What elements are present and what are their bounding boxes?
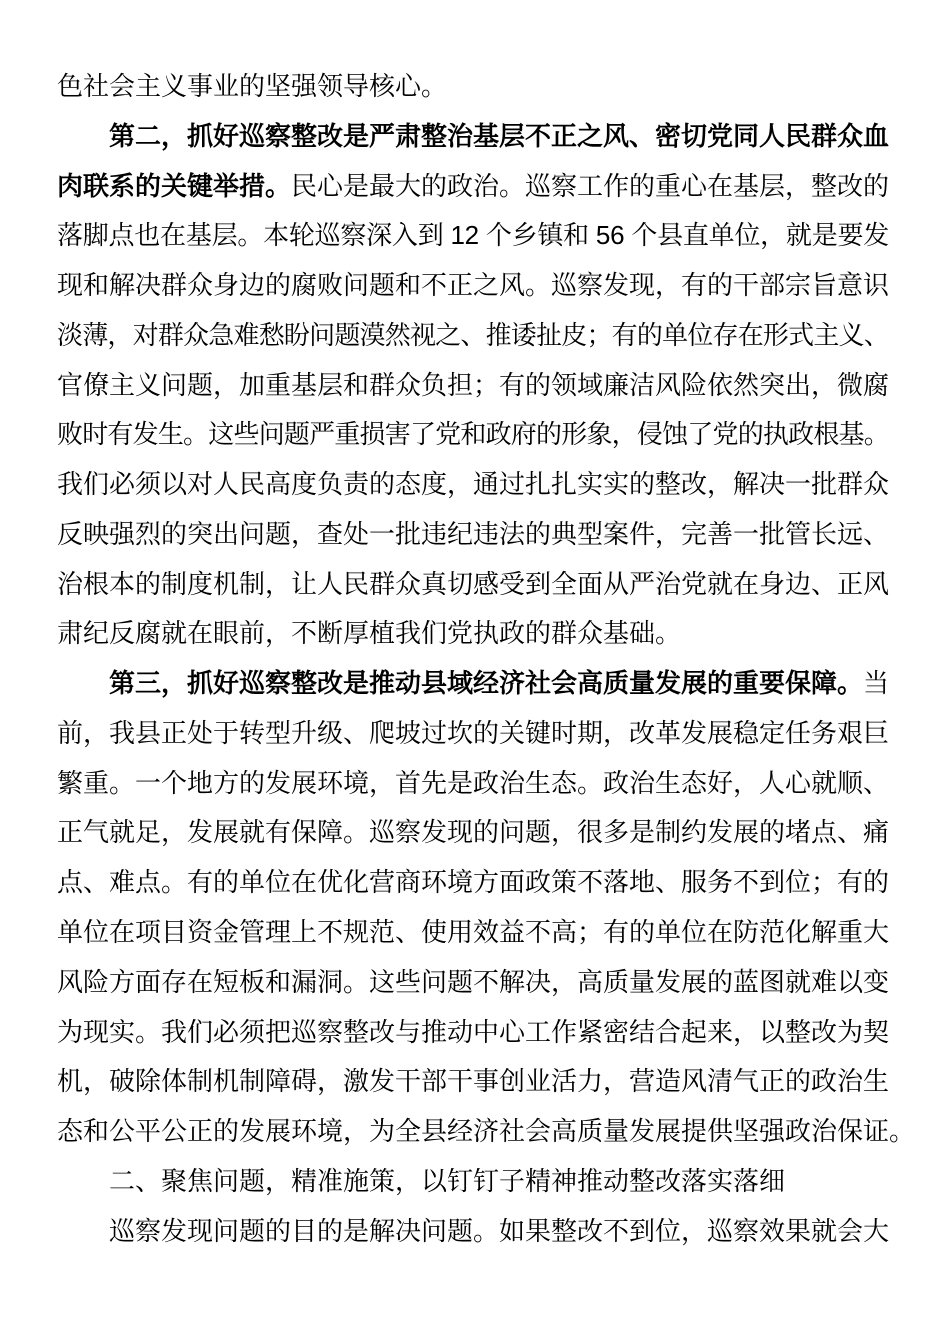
text-line — [57, 759, 889, 809]
text-run: 民心是最大的政治。巡察工作的重心在基层，整改的 — [291, 170, 890, 201]
text-run: 败时有发生。这些问题严重损害了党和政府的形象，侵蚀了党的执政根基。 — [57, 419, 889, 450]
text-line — [57, 211, 889, 261]
para-continuation — [57, 62, 889, 112]
text-run: 正气就足，发展就有保障。巡察发现的问题，很多是制约发展的堵点、痛 — [57, 817, 890, 848]
text-run: 机，破除体制机制障碍，激发干部干事创业活力，营造风清气正的政治生 — [57, 1066, 890, 1097]
text-run: 为现实。我们必须把巡察整改与推动中心工作紧密结合起来，以整改为契 — [57, 1016, 890, 1047]
text-run: 当 — [863, 668, 890, 699]
text-run: 巡察发现问题的目的是解决问题。如果整改不到位，巡察效果就会大 — [109, 1215, 890, 1246]
bold-text-run: 肉联系的关键举措。 — [57, 170, 292, 201]
text-line — [57, 908, 889, 958]
text-line — [57, 808, 889, 858]
text-run: 二、聚焦问题，精准施策，以钉钉子精神推动整改落实落细 — [109, 1165, 786, 1196]
text-line — [57, 1207, 889, 1257]
text-line — [57, 1057, 889, 1107]
text-line — [57, 560, 889, 610]
text-line — [57, 460, 889, 510]
text-line — [57, 311, 889, 361]
text-line — [57, 361, 889, 411]
text-line — [57, 510, 889, 560]
text-line — [57, 1008, 889, 1058]
text-run: 肃纪反腐就在眼前，不断厚植我们党执政的群众基础。 — [57, 618, 682, 649]
text-line — [57, 1157, 889, 1207]
text-run: 落脚点也在基层。本轮巡察深入到 12 个乡镇和 56 个县直单位，就是要发 — [57, 220, 889, 251]
text-line — [57, 659, 889, 709]
para-point-two — [57, 112, 889, 659]
text-run: 现和解决群众身边的腐败问题和不正之风。巡察发现，有的干部宗旨意识 — [57, 270, 890, 301]
para-section-two-body — [57, 1207, 889, 1257]
text-line — [57, 709, 889, 759]
text-run: 风险方面存在短板和漏洞。这些问题不解决，高质量发展的蓝图就难以变 — [57, 966, 890, 997]
text-run: 态和公平公正的发展环境，为全县经济社会高质量发展提供坚强政治保证。 — [57, 1116, 916, 1147]
text-line — [57, 112, 889, 162]
text-line — [57, 958, 889, 1008]
text-run: 点、难点。有的单位在优化营商环境方面政策不落地、服务不到位；有的 — [57, 867, 890, 898]
text-line — [57, 62, 889, 112]
text-run: 治根本的制度机制，让人民群众真切感受到全面从严治党就在身边、正风 — [57, 568, 890, 599]
para-point-three — [57, 659, 916, 1157]
text-line — [57, 858, 889, 908]
text-run: 我们必须以对人民高度负责的态度，通过扎扎实实的整改，解决一批群众 — [57, 469, 890, 500]
text-run: 单位在项目资金管理上不规范、使用效益不高；有的单位在防范化解重大 — [57, 917, 890, 948]
text-run: 色社会主义事业的坚强领导核心。 — [57, 71, 448, 101]
text-line — [57, 609, 889, 659]
text-run: 官僚主义问题，加重基层和群众负担；有的领域廉洁风险依然突出，微腐 — [57, 369, 890, 400]
text-run: 前，我县正处于转型升级、爬坡过坎的关键时期，改革发展稳定任务艰巨 — [57, 717, 890, 748]
text-run: 淡薄，对群众急难愁盼问题漠然视之、推诿扯皮；有的单位存在形式主义、 — [57, 319, 889, 350]
text-line — [57, 162, 889, 212]
bold-text-run: 第二，抓好巡察整改是严肃整治基层不正之风、密切党同人民群众血 — [109, 120, 890, 151]
text-line — [57, 410, 889, 460]
text-run: 繁重。一个地方的发展环境，首先是政治生态。政治生态好，人心就顺、 — [57, 767, 890, 798]
bold-text-run: 第三，抓好巡察整改是推动县域经济社会高质量发展的重要保障。 — [109, 668, 864, 699]
text-line — [57, 1107, 916, 1157]
text-run: 反映强烈的突出问题，查处一批违纪违法的典型案件，完善一批管长远、 — [57, 518, 890, 549]
text-line — [57, 261, 889, 311]
para-section-two-heading — [57, 1157, 889, 1207]
